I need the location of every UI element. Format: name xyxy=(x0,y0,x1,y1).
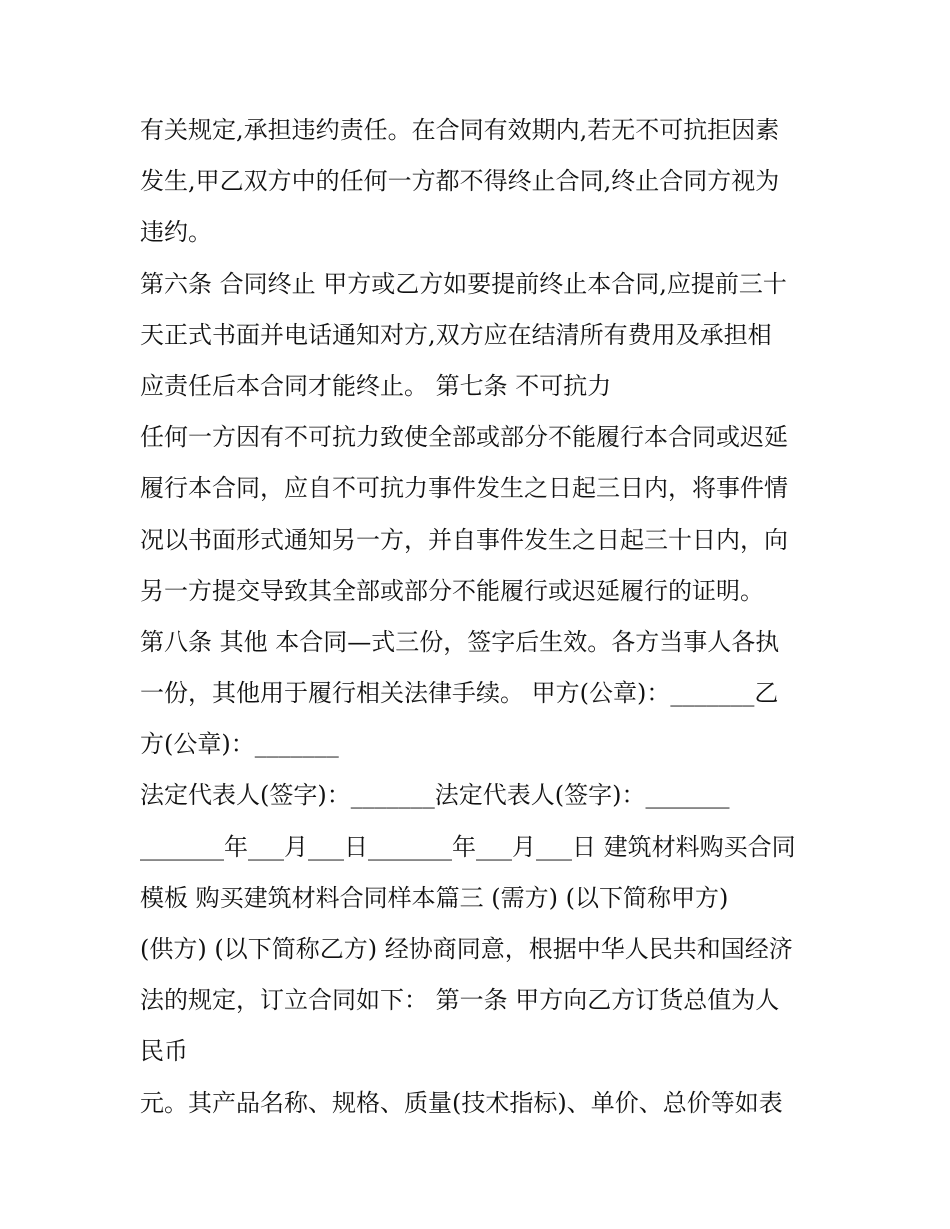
text-line: 况以书面形式通知另一方，并自事件发生之日起三十日内，向 xyxy=(140,525,788,554)
text-line: 另一方提交导致其全部或部分不能履行或迟延履行的证明。 xyxy=(140,576,764,605)
text-line: 法定代表人(签字)：_______法定代表人(签字)：_______ xyxy=(140,781,730,810)
text-line: 元。其产品名称、规格、质量(技术指标)、单价、总价等如表 xyxy=(140,1088,783,1117)
text-line: 民币 xyxy=(140,1037,188,1066)
text-line: 第六条 合同终止 甲方或乙方如要提前终止本合同,应提前三十 xyxy=(140,269,787,298)
text-line: 发生,甲乙双方中的任何一方都不得终止合同,终止合同方视为 xyxy=(140,167,780,196)
text-line: 履行本合同，应自不可抗力事件发生之日起三日内，将事件情 xyxy=(140,474,788,503)
contract-body-text xyxy=(140,105,820,1129)
text-line: (供方) (以下简称乙方) 经协商同意，根据中华人民共和国经济 xyxy=(140,935,793,963)
text-line: 违约。 xyxy=(140,218,212,247)
text-line: 法的规定，订立合同如下： 第一条 甲方向乙方订货总值为人 xyxy=(140,986,780,1015)
text-line: 应责任后本合同才能终止。 第七条 不可抗力 xyxy=(140,371,612,400)
text-line: 模板 购买建筑材料合同样本篇三 (需方) (以下简称甲方) xyxy=(140,883,729,912)
text-line: 有关规定,承担违约责任。在合同有效期内,若无不可抗拒因素 xyxy=(140,116,780,144)
text-line: 方(公章)：_______ xyxy=(140,730,339,759)
text-line: 一份，其他用于履行相关法律手续。 甲方(公章)：_______乙 xyxy=(140,679,779,708)
text-line: 任何一方因有不可抗力致使全部或部分不能履行本合同或迟延 xyxy=(140,423,788,452)
text-line: 第八条 其他 本合同—式三份，签字后生效。各方当事人各执 xyxy=(140,627,780,656)
text-line: _______年___月___日_______年___月___日 建筑材料购买合同 xyxy=(140,832,796,861)
text-line: 天正式书面并电话通知对方,双方应在结清所有费用及承担相 xyxy=(140,320,772,349)
